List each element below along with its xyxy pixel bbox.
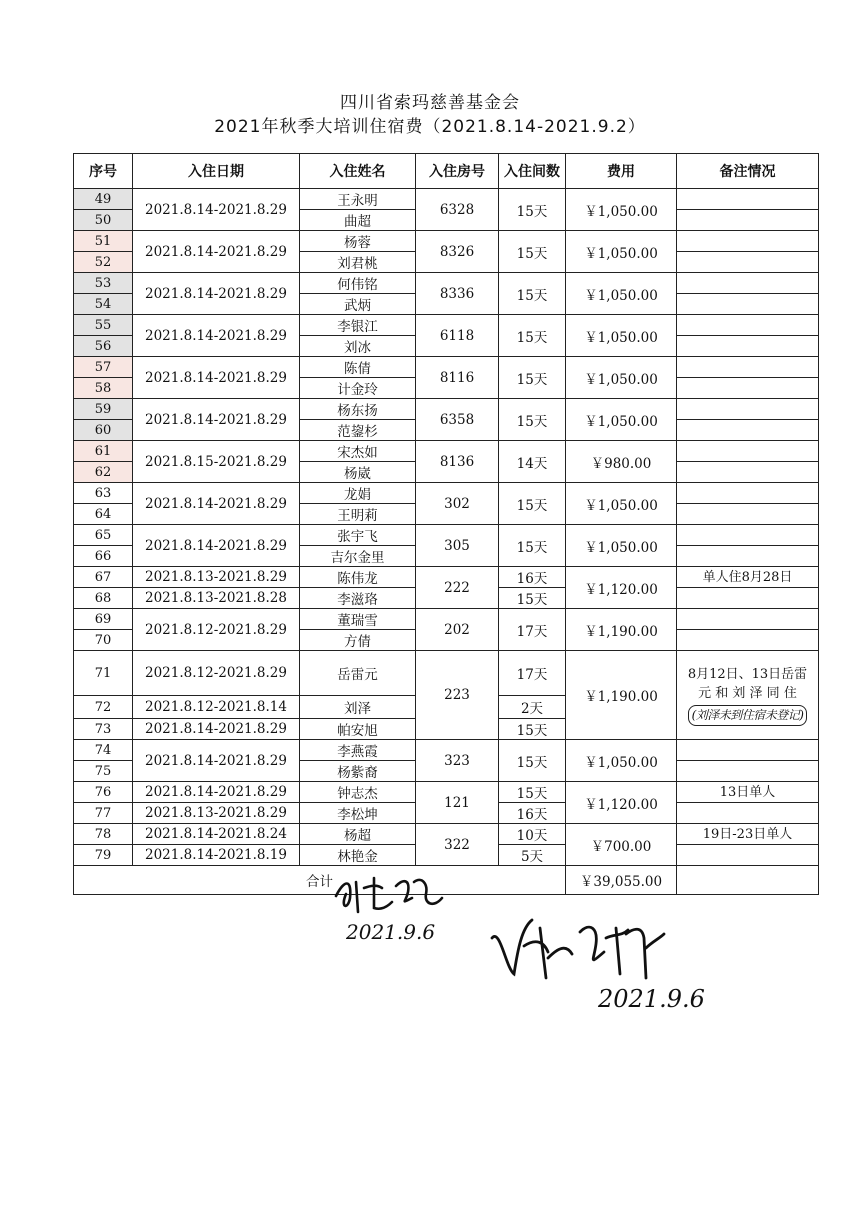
table-row <box>74 357 819 378</box>
name-cell: 武炳 <box>300 294 416 315</box>
remark-cell <box>677 845 819 866</box>
name-cell: 方倩 <box>300 630 416 651</box>
remark-line-1: 8月12日、13日岳雷 <box>687 666 808 682</box>
nights-cell: 17天 <box>499 609 566 651</box>
nights-cell: 10天 <box>499 824 566 845</box>
name-cell: 刘泽 <box>300 696 416 719</box>
nights-cell: 5天 <box>499 845 566 866</box>
lodging-table <box>73 153 819 895</box>
remark-cell <box>677 294 819 315</box>
date-cell: 2021.8.14-2021.8.29 <box>133 315 300 357</box>
remark-cell: 19日-23日单人 <box>677 824 819 845</box>
table-row <box>74 231 819 252</box>
date-cell: 2021.8.14-2021.8.29 <box>133 782 300 803</box>
col-header-name: 入住姓名 <box>300 154 416 189</box>
signature-2 <box>488 908 668 988</box>
seq-cell: 58 <box>74 378 133 399</box>
table-row <box>74 567 819 588</box>
seq-cell: 69 <box>74 609 133 630</box>
name-cell: 陈倩 <box>300 357 416 378</box>
signature-2-date: 2021.9.6 <box>598 985 705 1013</box>
table-row <box>74 315 819 336</box>
name-cell: 吉尔金里 <box>300 546 416 567</box>
seq-cell: 65 <box>74 525 133 546</box>
fee-cell: ￥1,190.00 <box>566 609 677 651</box>
fee-cell: ￥1,050.00 <box>566 315 677 357</box>
fee-cell: ￥700.00 <box>566 824 677 866</box>
nights-cell: 15天 <box>499 399 566 441</box>
remark-cell <box>677 609 819 630</box>
room-cell: 223 <box>416 651 499 740</box>
nights-cell: 15天 <box>499 719 566 740</box>
fee-cell: ￥1,120.00 <box>566 567 677 609</box>
remark-cell: 单人住8月28日 <box>677 567 819 588</box>
total-value: ￥39,055.00 <box>566 866 677 895</box>
seq-cell: 66 <box>74 546 133 567</box>
col-header-date: 入住日期 <box>133 154 300 189</box>
seq-cell: 53 <box>74 273 133 294</box>
seq-cell: 61 <box>74 441 133 462</box>
remark-cell <box>677 740 819 761</box>
date-cell: 2021.8.13-2021.8.29 <box>133 567 300 588</box>
doc-subtitle: 2021年秋季大培训住宿费（2021.8.14-2021.9.2） <box>214 117 646 137</box>
remark-cell <box>677 231 819 252</box>
seq-cell: 71 <box>74 651 133 696</box>
col-header-remark: 备注情况 <box>677 154 819 189</box>
name-cell: 王永明 <box>300 189 416 210</box>
remark-cell <box>677 761 819 782</box>
date-cell: 2021.8.15-2021.8.29 <box>133 441 300 483</box>
room-cell: 8326 <box>416 231 499 273</box>
table-row <box>74 399 819 420</box>
nights-cell: 15天 <box>499 315 566 357</box>
name-cell: 张宇飞 <box>300 525 416 546</box>
nights-cell: 16天 <box>499 803 566 824</box>
col-header-rooms: 入住间数 <box>499 154 566 189</box>
fee-cell: ￥1,050.00 <box>566 189 677 231</box>
name-cell: 宋杰如 <box>300 441 416 462</box>
room-cell: 8336 <box>416 273 499 315</box>
remark-cell <box>677 357 819 378</box>
name-cell: 杨蓉 <box>300 231 416 252</box>
remark-cell <box>677 504 819 525</box>
seq-cell: 73 <box>74 719 133 740</box>
room-cell: 121 <box>416 782 499 824</box>
fee-cell: ￥1,050.00 <box>566 231 677 273</box>
signature-1 <box>330 868 450 918</box>
fee-cell: ￥1,120.00 <box>566 782 677 824</box>
remark-cell <box>677 630 819 651</box>
remark-cell <box>677 588 819 609</box>
remark-cell <box>677 210 819 231</box>
seq-cell: 79 <box>74 845 133 866</box>
room-cell: 322 <box>416 824 499 866</box>
seq-cell: 76 <box>74 782 133 803</box>
name-cell: 杨东扬 <box>300 399 416 420</box>
table-row <box>74 824 819 845</box>
date-cell: 2021.8.14-2021.8.24 <box>133 824 300 845</box>
remark-cell <box>677 399 819 420</box>
col-header-fee: 费用 <box>566 154 677 189</box>
table-row <box>74 782 819 803</box>
fee-cell: ￥1,050.00 <box>566 399 677 441</box>
remark-cell <box>677 378 819 399</box>
total-label: 合计 <box>74 866 566 895</box>
seq-cell: 62 <box>74 462 133 483</box>
name-cell: 曲超 <box>300 210 416 231</box>
table-row <box>74 273 819 294</box>
seq-cell: 67 <box>74 567 133 588</box>
name-cell: 董瑞雪 <box>300 609 416 630</box>
name-cell: 计金玲 <box>300 378 416 399</box>
date-cell: 2021.8.14-2021.8.29 <box>133 525 300 567</box>
seq-cell: 77 <box>74 803 133 824</box>
seq-cell: 75 <box>74 761 133 782</box>
nights-cell: 15天 <box>499 525 566 567</box>
fee-cell: ￥1,050.00 <box>566 357 677 399</box>
nights-cell: 16天 <box>499 567 566 588</box>
room-cell: 8116 <box>416 357 499 399</box>
name-cell: 刘冰 <box>300 336 416 357</box>
name-cell: 杨崴 <box>300 462 416 483</box>
nights-cell: 15天 <box>499 782 566 803</box>
name-cell: 李滋珞 <box>300 588 416 609</box>
seq-cell: 50 <box>74 210 133 231</box>
nights-cell: 15天 <box>499 483 566 525</box>
nights-cell: 15天 <box>499 740 566 782</box>
date-cell: 2021.8.14-2021.8.29 <box>133 189 300 231</box>
remark-cell <box>677 546 819 567</box>
col-header-seq: 序号 <box>74 154 133 189</box>
org-title: 四川省索玛慈善基金会 <box>340 93 520 113</box>
name-cell: 李银江 <box>300 315 416 336</box>
nights-cell: 2天 <box>499 696 566 719</box>
fee-cell: ￥1,050.00 <box>566 740 677 782</box>
fee-cell: ￥1,050.00 <box>566 273 677 315</box>
nights-cell: 17天 <box>499 651 566 696</box>
seq-cell: 56 <box>74 336 133 357</box>
seq-cell: 54 <box>74 294 133 315</box>
remark-cell <box>677 525 819 546</box>
seq-cell: 68 <box>74 588 133 609</box>
date-cell: 2021.8.12-2021.8.29 <box>133 609 300 651</box>
seq-cell: 51 <box>74 231 133 252</box>
remark-cell <box>677 462 819 483</box>
name-cell: 陈伟龙 <box>300 567 416 588</box>
table-body <box>74 189 819 866</box>
signature-1-date: 2021.9.6 <box>346 920 436 944</box>
nights-cell: 15天 <box>499 189 566 231</box>
seq-cell: 74 <box>74 740 133 761</box>
seq-cell: 55 <box>74 315 133 336</box>
fee-cell: ￥1,050.00 <box>566 525 677 567</box>
seq-cell: 49 <box>74 189 133 210</box>
signature-2-scribble <box>488 908 668 988</box>
name-cell: 范鋆杉 <box>300 420 416 441</box>
room-cell: 323 <box>416 740 499 782</box>
name-cell: 杨超 <box>300 824 416 845</box>
seq-cell: 64 <box>74 504 133 525</box>
name-cell: 李燕霞 <box>300 740 416 761</box>
date-cell: 2021.8.13-2021.8.28 <box>133 588 300 609</box>
date-cell: 2021.8.13-2021.8.29 <box>133 803 300 824</box>
seq-cell: 63 <box>74 483 133 504</box>
date-cell: 2021.8.14-2021.8.19 <box>133 845 300 866</box>
seq-cell: 57 <box>74 357 133 378</box>
remark-cell <box>677 651 819 740</box>
handwritten-note: (刘泽未到住宿未登记) <box>688 705 808 726</box>
room-cell: 305 <box>416 525 499 567</box>
remark-cell <box>677 441 819 462</box>
date-cell: 2021.8.14-2021.8.29 <box>133 719 300 740</box>
seq-cell: 78 <box>74 824 133 845</box>
remark-cell <box>677 803 819 824</box>
room-cell: 8136 <box>416 441 499 483</box>
signature-1-scribble <box>330 868 450 918</box>
nights-cell: 15天 <box>499 273 566 315</box>
nights-cell: 15天 <box>499 231 566 273</box>
nights-cell: 15天 <box>499 588 566 609</box>
room-cell: 6118 <box>416 315 499 357</box>
date-cell: 2021.8.12-2021.8.14 <box>133 696 300 719</box>
table-row <box>74 609 819 630</box>
date-cell: 2021.8.14-2021.8.29 <box>133 483 300 525</box>
remark-cell <box>677 189 819 210</box>
name-cell: 钟志杰 <box>300 782 416 803</box>
table-row <box>74 651 819 696</box>
room-cell: 6358 <box>416 399 499 441</box>
name-cell: 岳雷元 <box>300 651 416 696</box>
nights-cell: 15天 <box>499 357 566 399</box>
date-cell: 2021.8.12-2021.8.29 <box>133 651 300 696</box>
nights-cell: 14天 <box>499 441 566 483</box>
table-row <box>74 740 819 761</box>
remark-cell: 13日单人 <box>677 782 819 803</box>
seq-cell: 72 <box>74 696 133 719</box>
name-cell: 刘君桃 <box>300 252 416 273</box>
name-cell: 林艳金 <box>300 845 416 866</box>
remark-cell <box>677 483 819 504</box>
name-cell: 龙娟 <box>300 483 416 504</box>
room-cell: 202 <box>416 609 499 651</box>
remark-cell <box>677 420 819 441</box>
date-cell: 2021.8.14-2021.8.29 <box>133 231 300 273</box>
col-header-room: 入住房号 <box>416 154 499 189</box>
date-cell: 2021.8.14-2021.8.29 <box>133 740 300 782</box>
date-cell: 2021.8.14-2021.8.29 <box>133 273 300 315</box>
name-cell: 何伟铭 <box>300 273 416 294</box>
room-cell: 222 <box>416 567 499 609</box>
remark-line-2: 元 和 刘 泽 同 住 <box>698 685 797 701</box>
date-cell: 2021.8.14-2021.8.29 <box>133 399 300 441</box>
name-cell: 帕安旭 <box>300 719 416 740</box>
fee-cell: ￥980.00 <box>566 441 677 483</box>
remark-cell <box>677 252 819 273</box>
room-cell: 302 <box>416 483 499 525</box>
seq-cell: 59 <box>74 399 133 420</box>
name-cell: 李松坤 <box>300 803 416 824</box>
fee-cell: ￥1,190.00 <box>566 651 677 740</box>
table-row <box>74 525 819 546</box>
header-row <box>74 154 819 189</box>
room-cell: 6328 <box>416 189 499 231</box>
seq-cell: 52 <box>74 252 133 273</box>
date-cell: 2021.8.14-2021.8.29 <box>133 357 300 399</box>
remark-cell <box>677 336 819 357</box>
table-row <box>74 483 819 504</box>
remark-cell <box>677 315 819 336</box>
table-row <box>74 441 819 462</box>
seq-cell: 60 <box>74 420 133 441</box>
remark-cell <box>677 273 819 294</box>
seq-cell: 70 <box>74 630 133 651</box>
fee-cell: ￥1,050.00 <box>566 483 677 525</box>
table-row <box>74 189 819 210</box>
total-remark-cell <box>677 866 819 895</box>
name-cell: 王明莉 <box>300 504 416 525</box>
name-cell: 杨紫裔 <box>300 761 416 782</box>
